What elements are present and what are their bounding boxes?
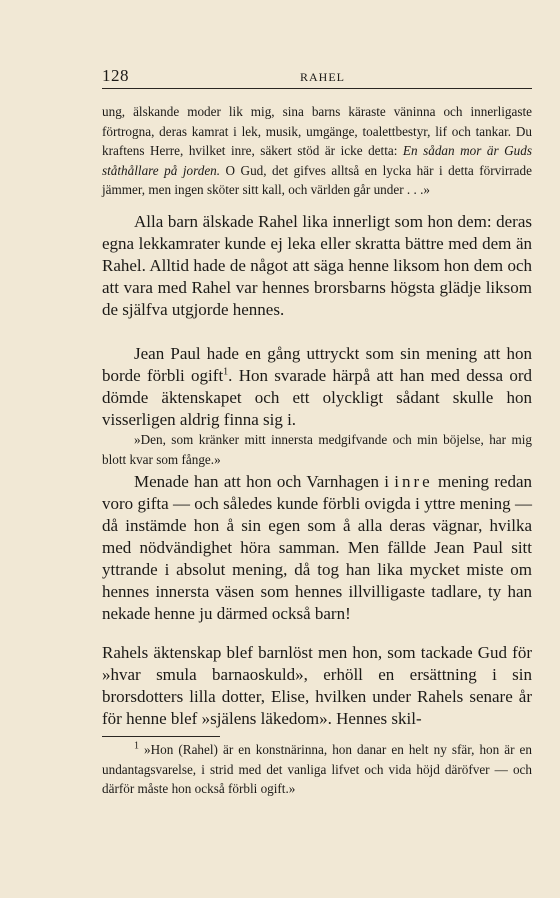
running-title: RAHEL bbox=[300, 70, 345, 84]
paragraph-children: Alla barn älskade Rahel lika innerligt som hon dem: deras egna lekkamrater kunde ej leka eller skratta bättre med dem än Rahel. Alltid hade de något att säga henne liksom hon dem och att vara med Rahel var hennes brorsbarns högsta glädje liksom de själfva utgjorde hennes. bbox=[102, 212, 532, 319]
paragraph-jean-paul-text-2: . Hon svarade härpå att han med dessa ord dömde äktenskapet och ett olyckligt sådant skulle hon visserligen aldrig finna sig i. bbox=[102, 366, 532, 429]
quote-italic: En sådan mor är Guds ståthållare på jorden. bbox=[102, 143, 532, 178]
quote-continuation bbox=[102, 102, 532, 200]
paragraph-jean-paul-text-1: Jean Paul hade en gång uttryckt som sin mening att hon borde förbli ogift bbox=[102, 344, 532, 385]
paragraph-jean-paul bbox=[102, 343, 532, 431]
spaced-emphasis: inre bbox=[394, 472, 433, 491]
footnote-text: »Hon (Rahel) är en konstnärinna, hon danar en helt ny sfär, hon är en undantagsvarelse, i strid med det vanliga lifvet och vida höjd däröfver — och därför måste hon också förbli ogift.» bbox=[102, 742, 532, 796]
quote-text-2: O Gud, det gifves alltså en lycka här i detta förvirrade jämmer, men ingen sköter sitt kall, och världen går under . . .» bbox=[102, 162, 532, 197]
quote-text-1: ung, älskande moder lik mig, sina barns käraste väninna och innerligaste förtrogna, deras kamrat i lek, musik, umgänge, toalettbestyr, lif och tankar. Du kraftens Herre, hvilket inre, säkert stöd är icke detta: bbox=[102, 104, 532, 158]
paragraph-marriage: Rahels äktenskap blef barnlöst men hon, som tackade Gud för »hvar smula barnaoskuld», erhöll en ersättning i sin brorsdotters lilla dotter, Elise, hvilken under Rahels senare år för henne blef »själens läkedom». Hennes skil- bbox=[102, 643, 532, 728]
page-header bbox=[102, 64, 532, 89]
quote-captive: »Den, som kränker mitt innersta medgifvande och min böjelse, har mig blott kvar som fånge.» bbox=[102, 432, 532, 467]
footnote-marker: 1 bbox=[134, 740, 139, 752]
footnote bbox=[102, 740, 532, 799]
footnote-reference: 1 bbox=[223, 366, 229, 378]
footnote-divider bbox=[102, 736, 220, 737]
paragraph-varnhagen-text-1: Menade han att hon och Varnhagen i bbox=[134, 472, 395, 491]
paragraph-varnhagen bbox=[102, 471, 532, 625]
page-number: 128 bbox=[102, 66, 129, 85]
paragraph-varnhagen-text-2: mening redan voro gifta — och således kunde förbli ovigda i yttre mening — då instämde hon å sin egen som å alla deras vägnar, hvilka med nödvändighet höra samman. Men fällde Jean Paul sitt yttrande i absolut mening, då tog han lika mycket miste om hennes innersta väsen som hennes illvilligaste tadlare, ty han nekade henne ju därmed också barn! bbox=[102, 472, 532, 623]
